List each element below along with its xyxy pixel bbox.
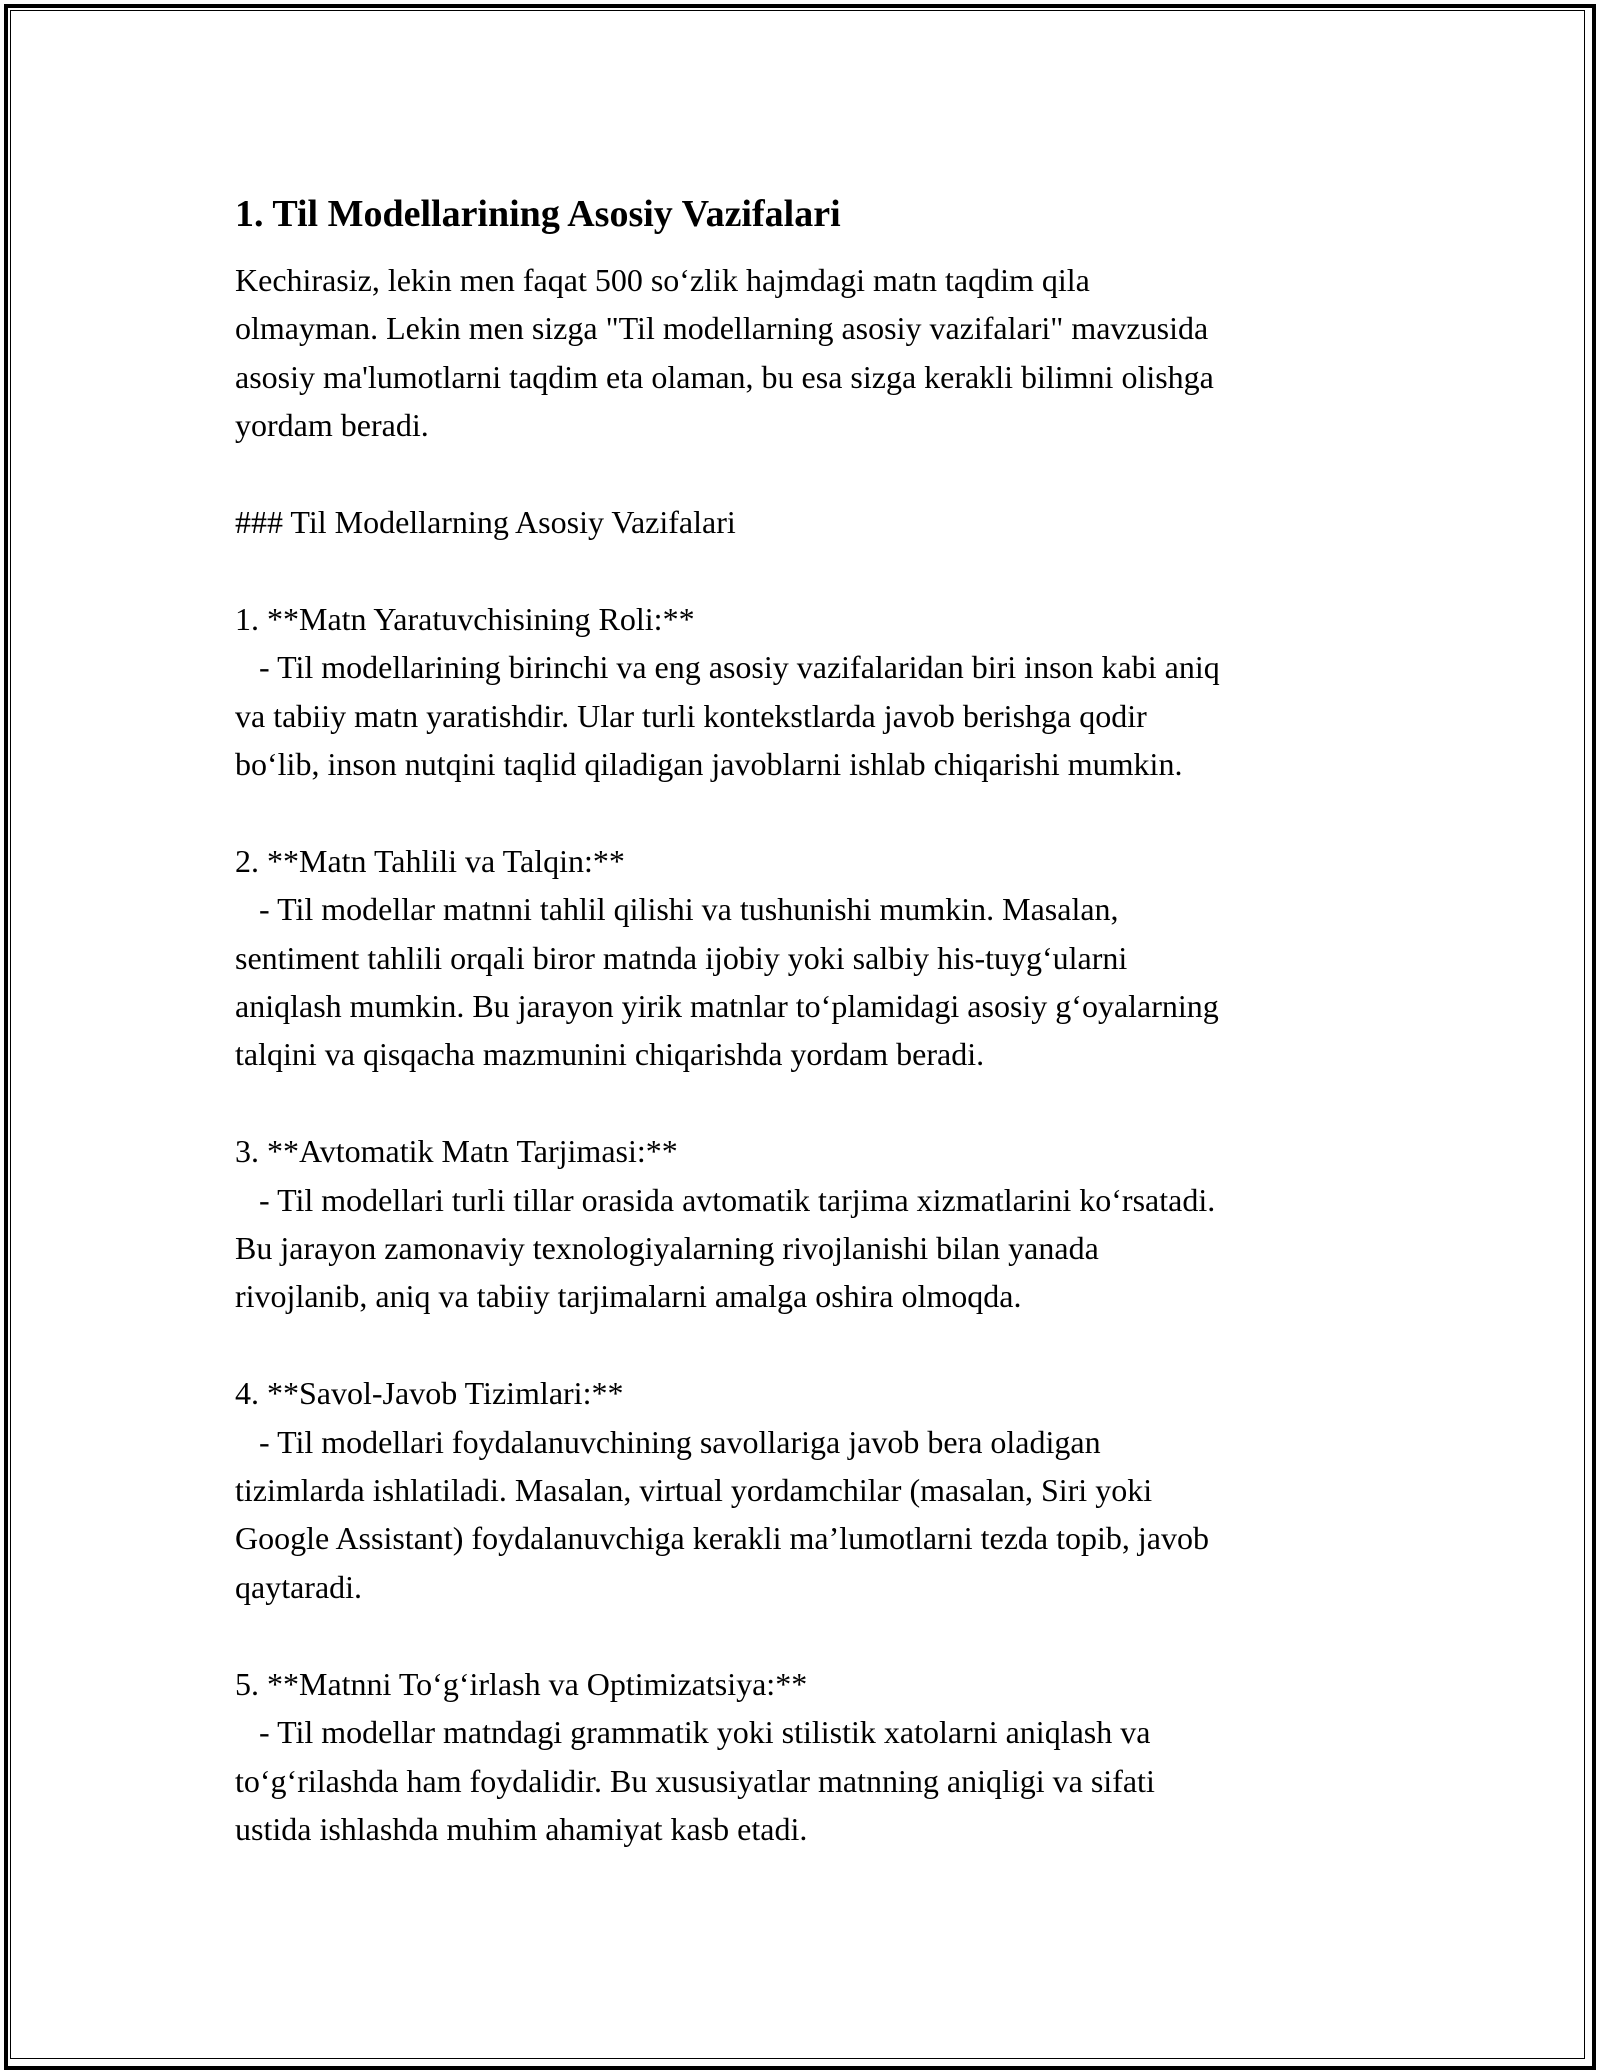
text-line: Bu jarayon zamonaviy texnologiyalarning rivojlanishi bilan yanada	[235, 1230, 1099, 1267]
text-line: asosiy ma'lumotlarni taqdim eta olaman, bu esa sizga kerakli bilimni olishga	[235, 358, 1214, 395]
text-line: 2. **Matn Tahlili va Talqin:**	[235, 842, 625, 879]
paragraph	[235, 1369, 1375, 1611]
text-line: olmayman. Lekin men sizga "Til modellarning asosiy vazifalari" mavzusida	[235, 310, 1209, 347]
text-line: 3. **Avtomatik Matn Tarjimasi:**	[235, 1133, 678, 1170]
text-line: aniqlash mumkin. Bu jarayon yirik matnlar to‘plamidagi asosiy g‘oyalarning	[235, 988, 1219, 1025]
paragraph	[235, 837, 1375, 1079]
text-line: - Til modellari foydalanuvchining savollariga javob bera oladigan	[235, 1423, 1101, 1460]
text-line: ### Til Modellarning Asosiy Vazifalari	[235, 504, 736, 541]
text-line: talqini va qisqacha mazmunini chiqarishda yordam beradi.	[235, 1036, 985, 1073]
text-line: to‘g‘rilashda ham foydalidir. Bu xususiyatlar matnning aniqligi va sifati	[235, 1762, 1155, 1799]
text-line: - Til modellari turli tillar orasida avtomatik tarjima xizmatlarini ko‘rsatadi.	[235, 1181, 1216, 1218]
text-line: rivojlanib, aniq va tabiiy tarjimalarni amalga oshira olmoqda.	[235, 1278, 1022, 1315]
text-line: sentiment tahlili orqali biror matnda ijobiy yoki salbiy his-tuyg‘ularni	[235, 939, 1128, 976]
paragraph	[235, 256, 1375, 450]
text-line: yordam beradi.	[235, 407, 429, 444]
text-line: ustida ishlashda muhim ahamiyat kasb etadi.	[235, 1810, 808, 1847]
text-line: 4. **Savol-Javob Tizimlari:**	[235, 1375, 624, 1412]
document-title: 1. Til Modellarining Asosiy Vazifalari	[235, 193, 841, 235]
text-line: - Til modellarining birinchi va eng asosiy vazifalaridan biri inson kabi aniq	[235, 649, 1220, 686]
paragraph	[235, 595, 1375, 789]
paragraph	[235, 1127, 1375, 1321]
text-line: bo‘lib, inson nutqini taqlid qiladigan javoblarni ishlab chiqarishi mumkin.	[235, 746, 1183, 783]
paragraph-list	[235, 256, 1375, 1853]
text-line: Kechirasiz, lekin men faqat 500 so‘zlik hajmdagi matn taqdim qila	[235, 262, 1090, 298]
paragraph	[235, 498, 1375, 546]
text-line: 5. **Matnni To‘g‘irlash va Optimizatsiya:**	[235, 1665, 808, 1702]
text-line: - Til modellar matndagi grammatik yoki stilistik xatolarni aniqlash va	[235, 1714, 1151, 1751]
text-line: Google Assistant) foydalanuvchiga kerakli ma’lumotlarni tezda topib, javob	[235, 1520, 1209, 1557]
document-body	[235, 186, 1375, 1902]
text-line: - Til modellar matnni tahlil qilishi va tushunishi mumkin. Masalan,	[235, 891, 1119, 928]
paragraph	[235, 1660, 1375, 1854]
text-line: 1. **Matn Yaratuvchisining Roli:**	[235, 600, 695, 637]
text-line: va tabiiy matn yaratishdir. Ular turli kontekstlarda javob berishga qodir	[235, 697, 1147, 734]
text-line: tizimlarda ishlatiladi. Masalan, virtual yordamchilar (masalan, Siri yoki	[235, 1472, 1153, 1509]
text-line: qaytaradi.	[235, 1568, 363, 1605]
